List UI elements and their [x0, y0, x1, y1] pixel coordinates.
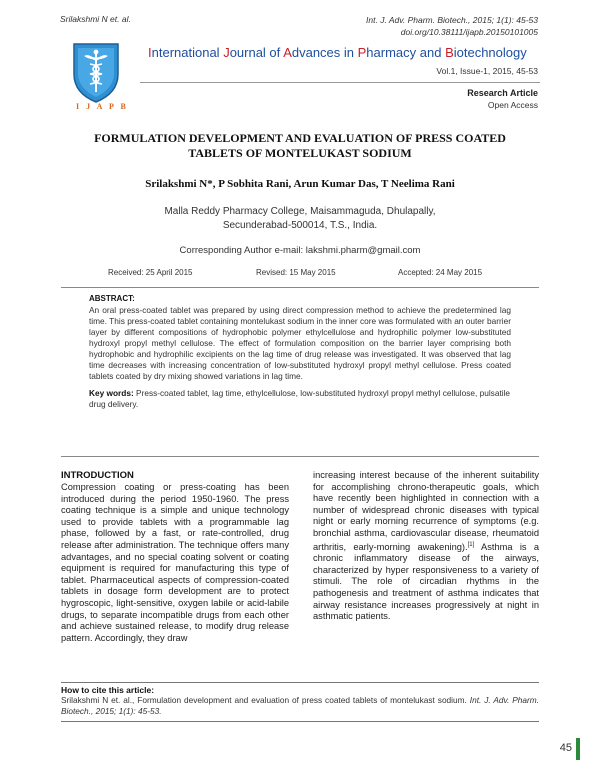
access-label: Open Access — [487, 100, 538, 110]
journal-name-part: iotechnology — [453, 45, 527, 60]
intro-right-text-b: Asthma is a chronic inflammatory disease of the airways, characterized by hyper responsiveness to a variety of stimuli. The role of circadian rhythms in the pathogenesis and treatment of asthma indicates that airway resistance increases progressively at night in asthmatic patients. — [313, 541, 539, 622]
abstract-section — [61, 287, 539, 457]
keywords-text: Press-coated tablet, lag time, ethylcellulose, low-substituted hydroxyl propyl methyl cellulose, pulsatile drug delivery. — [89, 388, 511, 409]
corresponding-author-email[interactable]: Corresponding Author e-mail: lakshmi.pharm@gmail.com — [179, 245, 421, 256]
author-list: Srilakshmi N*, P Sobhita Rani, Arun Kumar Das, T Neelima Rani — [145, 178, 455, 190]
abstract-text: An oral press-coated tablet was prepared by using direct compression method to achieve the predetermined lag time. This press-coated tablet containing montelukast sodium in the inner core was formulated with an outer barrier layer by different compositions of hydrophobic polymer ethylcellulose and hydrophilic polymer low-substituted hydroxyl propyl methyl cellulose. The effect of formulation composition on the barrier layer comprising both hydrophobic and hydrophilic excipients on the lag time of drug release was investigated. It was observed that lag time decreases with increasing concentration of low-substituted hydroxyl propyl methyl cellulose. Press coated tablets coated by dry mixing showed variations in lag time. — [89, 305, 511, 381]
journal-name-capital: A — [283, 45, 292, 60]
journal-name-part: harmacy and — [366, 45, 446, 60]
reference-marker[interactable]: [1] — [467, 541, 475, 548]
header-divider — [140, 82, 540, 83]
paper-title-line-1: FORMULATION DEVELOPMENT AND EVALUATION OF PRESS COATED — [94, 131, 506, 145]
keywords-label: Key words: — [89, 388, 134, 398]
journal-name-part: dvances in — [291, 45, 358, 60]
intro-right-text-a: increasing interest because of the inherent suitability for accomplishing chrono-therapeutic goals, which have recently been highlighted in connection with a number of widespread chronic diseases with typical night or early morning recurrence of symptoms (e.g. bronchial asthma, cardiovascular disease, rheumatoid arthritis, early-morning awakening). — [313, 470, 539, 552]
volume-info: Vol.1, Issue-1, 2015, 45-53 — [436, 66, 538, 76]
how-to-cite-box — [61, 682, 539, 722]
page-number: 45 — [559, 742, 572, 754]
journal-name — [148, 45, 527, 60]
cite-body: Srilakshmi N et. al., Formulation development and evaluation of press coated tablets of montelukast sodium. — [61, 695, 467, 705]
doi-link[interactable]: doi.org/10.38111/ijapb.20150101005 — [400, 27, 538, 37]
caduceus-logo-icon — [70, 40, 122, 104]
journal-name-capital: I — [148, 45, 152, 60]
introduction-right-column — [313, 470, 539, 623]
journal-name-capital: J — [223, 45, 230, 60]
paper-title-line-2: TABLETS OF MONTELUKAST SODIUM — [188, 146, 412, 160]
keywords — [89, 388, 511, 410]
revised-date: Revised: 15 May 2015 — [256, 268, 336, 277]
introduction-heading: INTRODUCTION — [61, 470, 134, 481]
running-head-authors: Srilakshmi N et. al. — [60, 14, 131, 24]
article-type: Research Article — [467, 88, 538, 98]
abstract-heading: ABSTRACT: — [89, 294, 135, 303]
accepted-date: Accepted: 24 May 2015 — [398, 268, 483, 277]
page-marker-bar — [576, 738, 580, 760]
cite-journal-ref: Int. J. Adv. Pharm. Biotech., 2015; 1(1): 45-53. — [61, 695, 539, 716]
cite-heading: How to cite this article: — [61, 685, 155, 695]
affiliation-line-2: Secunderabad-500014, T.S., India. — [222, 220, 378, 231]
journal-name-part: ournal of — [229, 45, 284, 60]
journal-citation: Int. J. Adv. Pharm. Biotech., 2015; 1(1): 45-53 — [366, 15, 538, 25]
running-head-citation — [366, 14, 538, 38]
affiliation — [60, 205, 540, 233]
journal-name-capital: B — [445, 45, 454, 60]
cite-text — [61, 695, 539, 717]
paper-title — [60, 131, 540, 161]
journal-name-part: nternational — [151, 45, 224, 60]
logo-acronym: I J A P B — [76, 102, 129, 111]
journal-name-capital: P — [357, 45, 367, 60]
received-date: Received: 25 April 2015 — [108, 268, 193, 277]
affiliation-line-1: Malla Reddy Pharmacy College, Maisammaguda, Dhulapally, — [164, 206, 436, 217]
introduction-left-column: Compression coating or press-coating has been introduced during the period 1950-1960. The press coating technique is a simple and unique technology used to provide tablets with a programmable lag phase, followed by a fast, or rate-controlled, drug release after administration. The technique offers many advantages, and no special coating solvent or coating equipment is required for manufacturing this type of tablet. Pharmaceutical aspects of compression-coated tablets in dosage form development are to protect hygroscopic, light-sensitive, oxygen labile or acid-labile drugs, to separate incompatible drugs from each other and achieve sustained release, to modify drug release pattern. Accordingly, they draw — [61, 482, 289, 643]
